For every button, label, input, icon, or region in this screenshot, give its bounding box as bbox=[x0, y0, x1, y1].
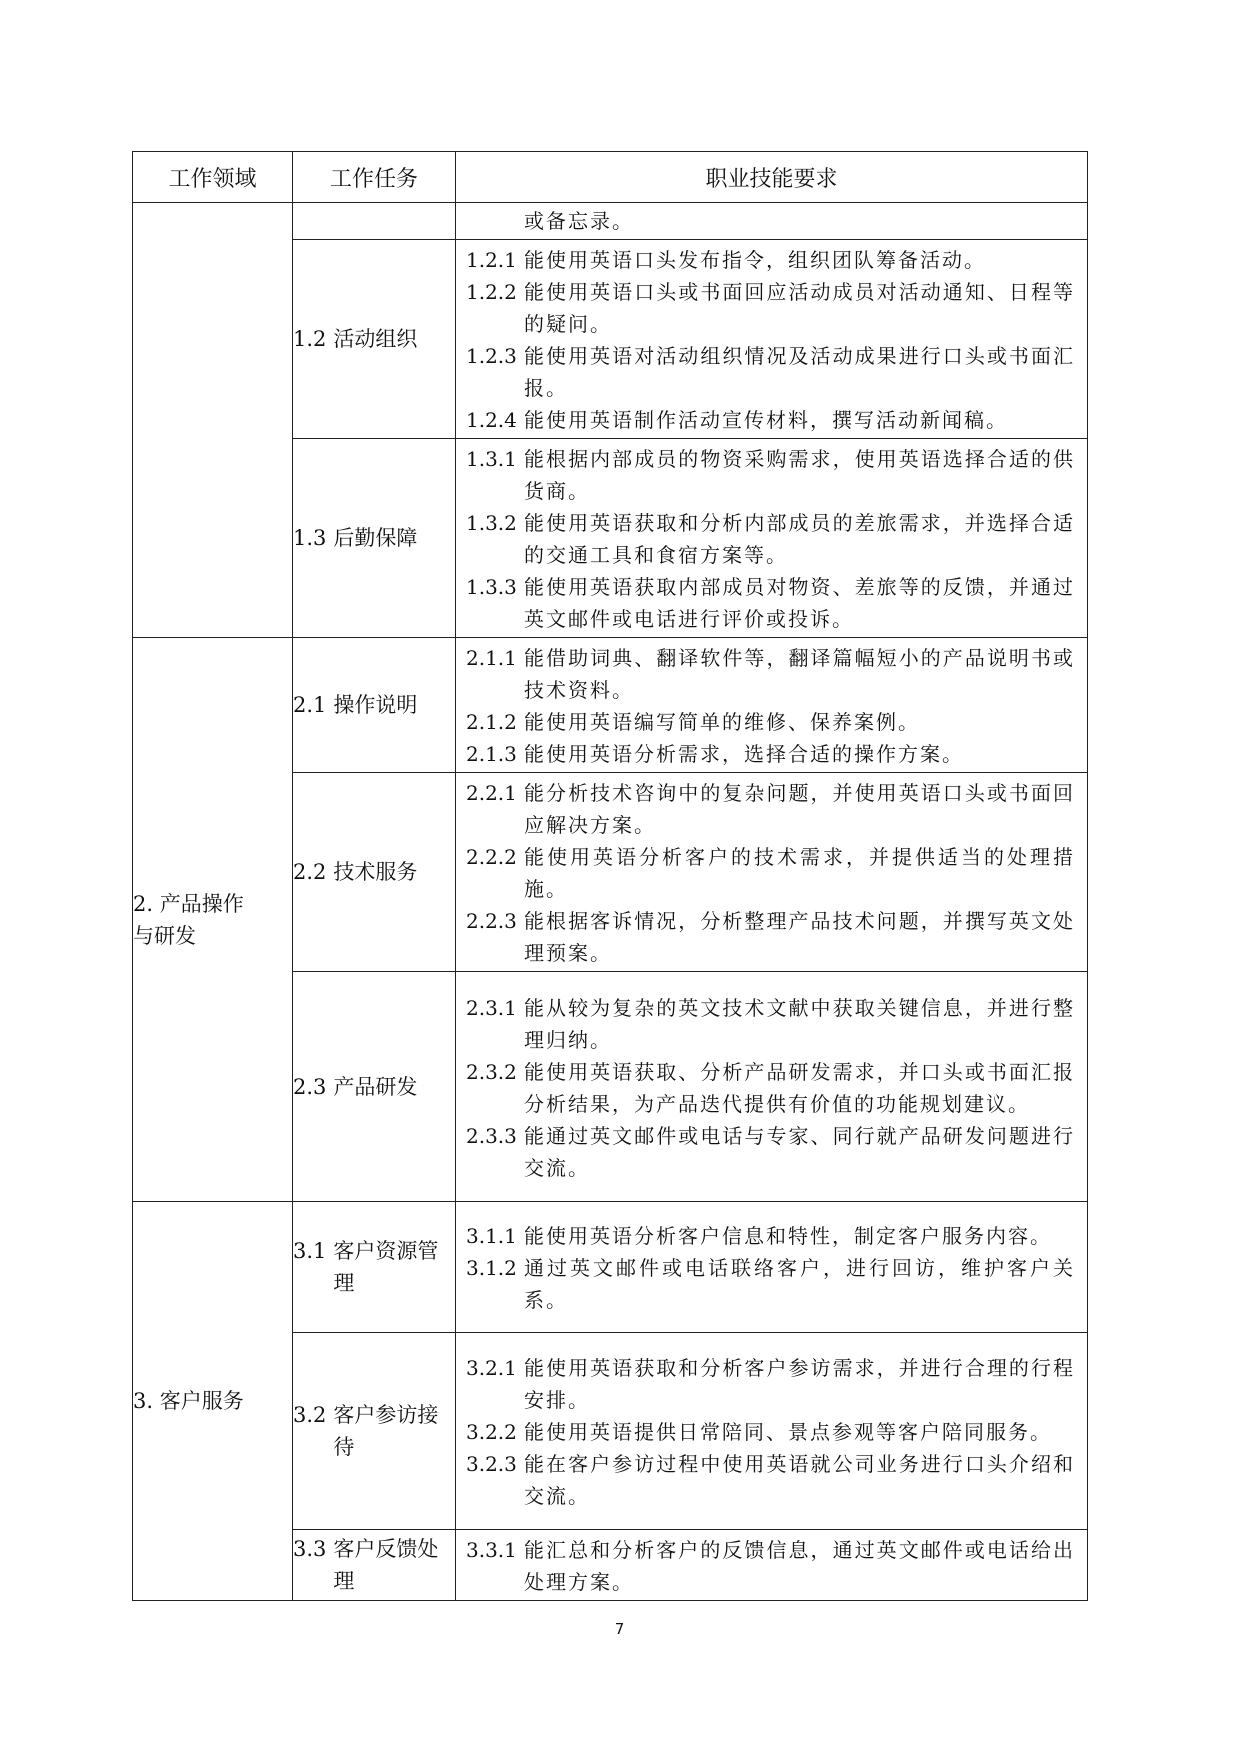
requirement-item: 3.1.2 通过英文邮件或电话联络客户，进行回访，维护客户关系。 bbox=[466, 1256, 1075, 1312]
requirement-item: 2.2.3 能根据客诉情况，分析整理产品技术问题，并撰写英文处理预案。 bbox=[466, 909, 1075, 965]
area-label: 2. 产品操作 与研发 bbox=[133, 891, 244, 948]
page-number: 7 bbox=[614, 1620, 625, 1638]
task-cell bbox=[293, 773, 456, 972]
requirement-item: 3.1.1 能使用英语分析客户信息和特性，制定客户服务内容。 bbox=[466, 1224, 1052, 1248]
requirement-cell bbox=[456, 1202, 1088, 1333]
task-cell bbox=[293, 240, 456, 439]
area-label: 3. 客户服务 bbox=[133, 1389, 244, 1413]
requirement-item: 1.2.1 能使用英语口头发布指令，组织团队筹备活动。 bbox=[466, 248, 986, 272]
table-row bbox=[133, 638, 1088, 773]
table-row bbox=[133, 1202, 1088, 1333]
requirement-item: 2.2.1 能分析技术咨询中的复杂问题，并使用英语口头或书面回应解决方案。 bbox=[466, 781, 1075, 837]
task-cell bbox=[293, 972, 456, 1202]
task-name: 后勤保障 bbox=[333, 526, 418, 550]
area-cell-continued bbox=[133, 203, 293, 638]
requirement-item: 3.2.2 能使用英语提供日常陪同、景点参观等客户陪同服务。 bbox=[466, 1420, 1052, 1444]
task-name: 技术服务 bbox=[333, 860, 418, 884]
task-cell bbox=[293, 1530, 456, 1601]
requirement-item: 2.3.2 能使用英语获取、分析产品研发需求，并口头或书面汇报分析结果，为产品迭代提供有价值的功能规划建议。 bbox=[466, 1059, 1075, 1116]
table-row bbox=[133, 203, 1088, 240]
task-number: 3.2 bbox=[293, 1403, 327, 1427]
task-cell bbox=[293, 1202, 456, 1333]
task-number: 2.2 bbox=[293, 860, 327, 884]
requirement-item: 2.1.1 能借助词典、翻译软件等，翻译篇幅短小的产品说明书或技术资料。 bbox=[466, 646, 1075, 702]
task-number: 1.2 bbox=[293, 327, 327, 351]
task-name: 客户参访接待 bbox=[333, 1403, 439, 1459]
requirement-item: 3.3.1 能汇总和分析客户的反馈信息，通过英文邮件或电话给出处理方案。 bbox=[466, 1538, 1075, 1594]
header-task: 工作任务 bbox=[293, 152, 456, 203]
table-header-row bbox=[133, 152, 1088, 203]
requirement-item: 2.1.3 能使用英语分析需求，选择合适的操作方案。 bbox=[466, 742, 964, 766]
requirement-item: 2.2.2 能使用英语分析客户的技术需求，并提供适当的处理措施。 bbox=[466, 845, 1075, 901]
task-number: 1.3 bbox=[293, 526, 327, 550]
requirement-cell bbox=[456, 240, 1088, 439]
requirement-item: 1.2.3 能使用英语对活动组织情况及活动成果进行口头或书面汇报。 bbox=[466, 344, 1075, 400]
task-name: 客户资源管理 bbox=[333, 1239, 439, 1295]
task-number: 3.3 bbox=[293, 1537, 327, 1561]
continued-text: 或备忘录。 bbox=[524, 209, 634, 233]
requirement-item: 1.2.2 能使用英语口头或书面回应活动成员对活动通知、日程等的疑问。 bbox=[466, 280, 1075, 336]
task-cell bbox=[293, 439, 456, 638]
requirement-item: 2.3.3 能通过英文邮件或电话与专家、同行就产品研发问题进行交流。 bbox=[466, 1123, 1075, 1180]
task-number: 2.3 bbox=[293, 1074, 327, 1099]
task-name: 操作说明 bbox=[333, 693, 418, 717]
task-number: 2.1 bbox=[293, 693, 327, 717]
requirement-cell bbox=[456, 1333, 1088, 1530]
requirement-cell bbox=[456, 1530, 1088, 1601]
task-cell-continued bbox=[293, 203, 456, 240]
task-name: 产品研发 bbox=[333, 1074, 418, 1099]
requirement-item: 1.2.4 能使用英语制作活动宣传材料，撰写活动新闻稿。 bbox=[466, 408, 1008, 432]
requirement-cell bbox=[456, 773, 1088, 972]
header-area: 工作领域 bbox=[133, 152, 293, 203]
requirement-cell bbox=[456, 439, 1088, 638]
requirement-item: 1.3.1 能根据内部成员的物资采购需求，使用英语选择合适的供货商。 bbox=[466, 447, 1075, 503]
requirement-item: 1.3.3 能使用英语获取内部成员对物资、差旅等的反馈，并通过英文邮件或电话进行评价或投诉。 bbox=[466, 575, 1075, 631]
requirement-item: 1.3.2 能使用英语获取和分析内部成员的差旅需求，并选择合适的交通工具和食宿方案等。 bbox=[466, 511, 1075, 567]
area-cell bbox=[133, 638, 293, 1202]
requirement-item: 2.1.2 能使用英语编写简单的维修、保养案例。 bbox=[466, 710, 920, 734]
skills-table bbox=[132, 151, 1088, 1601]
requirement-cell bbox=[456, 972, 1088, 1202]
requirement-item: 3.2.3 能在客户参访过程中使用英语就公司业务进行口头介绍和交流。 bbox=[466, 1452, 1075, 1508]
task-cell bbox=[293, 638, 456, 773]
task-name: 活动组织 bbox=[333, 327, 418, 351]
task-number: 3.1 bbox=[293, 1239, 327, 1263]
requirement-cell bbox=[456, 203, 1088, 240]
task-name: 客户反馈处理 bbox=[333, 1537, 439, 1593]
header-requirement: 职业技能要求 bbox=[456, 152, 1088, 203]
requirement-cell bbox=[456, 638, 1088, 773]
area-cell bbox=[133, 1202, 293, 1601]
requirement-item: 2.3.1 能从较为复杂的英文技术文献中获取关键信息，并进行整理归纳。 bbox=[466, 995, 1075, 1052]
requirement-item: 3.2.1 能使用英语获取和分析客户参访需求，并进行合理的行程安排。 bbox=[466, 1356, 1075, 1412]
task-cell bbox=[293, 1333, 456, 1530]
